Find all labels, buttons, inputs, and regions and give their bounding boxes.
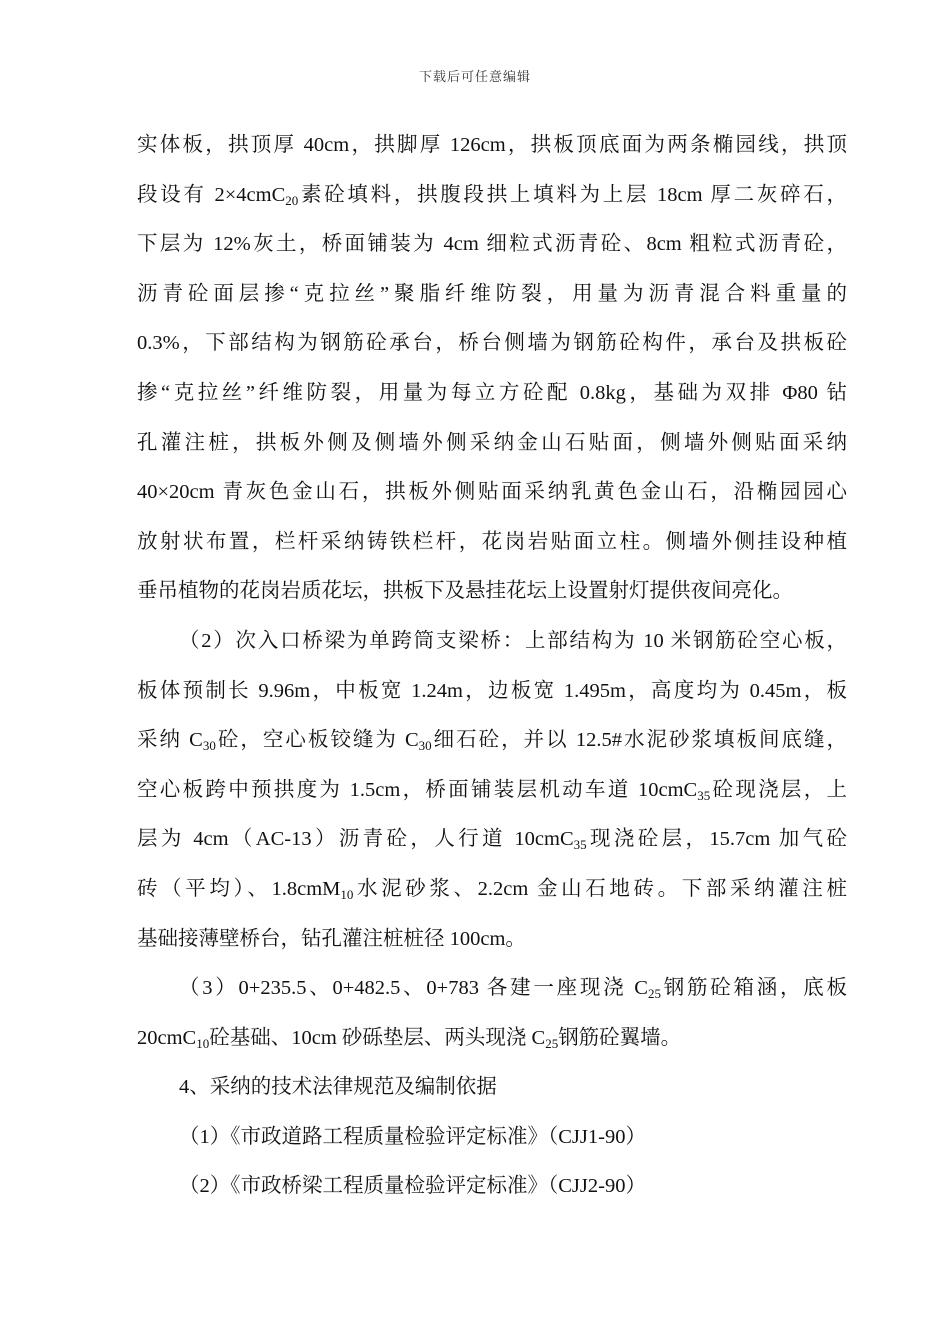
text-line: 沥青砼面层掺“克拉丝”聚脂纤维防裂，用量为沥青混合料重量的 [137, 282, 847, 305]
text-span: 空心板跨中预拱度为 1.5cm，桥面铺装层机动车道 10cmC [137, 778, 698, 801]
paragraph-1 [137, 123, 847, 619]
text-span: 钢筋砼箱涵，底板 [660, 977, 848, 1000]
subscript: 25 [647, 986, 661, 1002]
text-span: 砖（平均）、1.8cmM [137, 877, 341, 900]
text-span: 砼现浇层，上 [710, 778, 848, 801]
text-line: （2）次入口桥梁为单跨筒支梁桥：上部结构为 10 米钢筋砼空心板， [179, 629, 847, 652]
text-line: 板体预制长 9.96m，中板宽 1.24m，边板宽 1.495m，高度均为 0.45m，板 [137, 679, 847, 702]
text-line [137, 718, 847, 768]
subscript: 20 [285, 192, 299, 208]
reference-list [137, 1115, 847, 1214]
text-span: 采纳 C [137, 729, 203, 752]
text-line: 实体板，拱顶厚 40cm，拱脚厚 126cm，拱板顶底面为两条椭园线，拱顶 [137, 134, 847, 156]
reference-item: （2）《市政桥梁工程质量检验评定标准》（CJJ2-90） [179, 1175, 646, 1198]
text-line [137, 173, 847, 223]
text-line: 下层为 12%灰土，桥面铺装为 4cm 细粒式沥青砼、8cm 粗粒式沥青砼， [137, 233, 847, 256]
text-span: 20cmC [137, 1026, 197, 1049]
text-span: 细石砼，并以 12.5#水泥砂浆填板间底缝， [431, 729, 847, 752]
text-line: 掺“克拉丝”纤维防裂，用量为每立方砼配 0.8kg，基础为双排 Φ80 钻 [137, 381, 847, 404]
text-line: 孔灌注桩，拱板外侧及侧墙外侧采纳金山石贴面，侧墙外侧贴面采纳 [137, 431, 847, 454]
text-span: 砼基础、10cm 砂砾垫层、两头现浇 C [209, 1026, 546, 1049]
section-heading: 4、采纳的技术法律规范及编制依据 [179, 1076, 497, 1099]
text-line [137, 966, 847, 1016]
text-line [137, 867, 847, 917]
text-span: （3）0+235.5、0+482.5、0+783 各建一座现浇 C [179, 977, 648, 1000]
subscript: 35 [697, 787, 711, 803]
text-line: 放射状布置，栏杆采纳铸铁栏杆，花岗岩贴面立柱。侧墙外侧挂设种植 [137, 530, 847, 553]
text-span: 现浇砼层，15.7cm 加气砼 [586, 828, 847, 851]
text-line: 垂吊植物的花岗岩质花坛，拱板下及悬挂花坛上设置射灯提供夜间亮化。 [137, 580, 793, 603]
text-line: 40×20cm 青灰色金山石，拱板外侧贴面采纳乳黄色金山石，沿椭园园心 [137, 481, 847, 504]
subscript: 10 [196, 1035, 210, 1051]
subscript: 25 [545, 1035, 559, 1051]
paragraph-3 [137, 966, 847, 1065]
text-line [137, 817, 847, 867]
subscript: 30 [418, 738, 432, 754]
document-body [137, 123, 847, 1214]
text-line [137, 768, 847, 818]
text-span: 钢筋砼翼墙。 [558, 1026, 682, 1049]
subscript: 10 [340, 886, 354, 902]
page-header: 下载后可任意编辑 [418, 69, 531, 84]
text-span: 砼，空心板铰缝为 C [215, 729, 419, 752]
text-span: 素砼填料，拱腹段拱上填料为上层 18cm 厚二灰碎石， [298, 183, 847, 206]
text-line: 基础接薄壁桥台，钻孔灌注桩桩径 100cm。 [137, 927, 526, 950]
text-span: 段设有 2×4cmC [137, 183, 286, 206]
text-line [137, 1016, 847, 1066]
text-span: 层为 4cm（AC-13）沥青砼，人行道 10cmC [137, 828, 574, 851]
text-span: 水泥砂浆、2.2cm 金山石地砖。下部采纳灌注桩 [353, 877, 847, 900]
subscript: 30 [202, 738, 216, 754]
paragraph-2 [137, 619, 847, 966]
reference-item: （1）《市政道路工程质量检验评定标准》（CJJ1-90） [179, 1125, 646, 1148]
text-line: 0.3%，下部结构为钢筋砼承台，桥台侧墙为钢筋砼构件，承台及拱板砼 [137, 332, 847, 355]
subscript: 35 [573, 837, 587, 853]
